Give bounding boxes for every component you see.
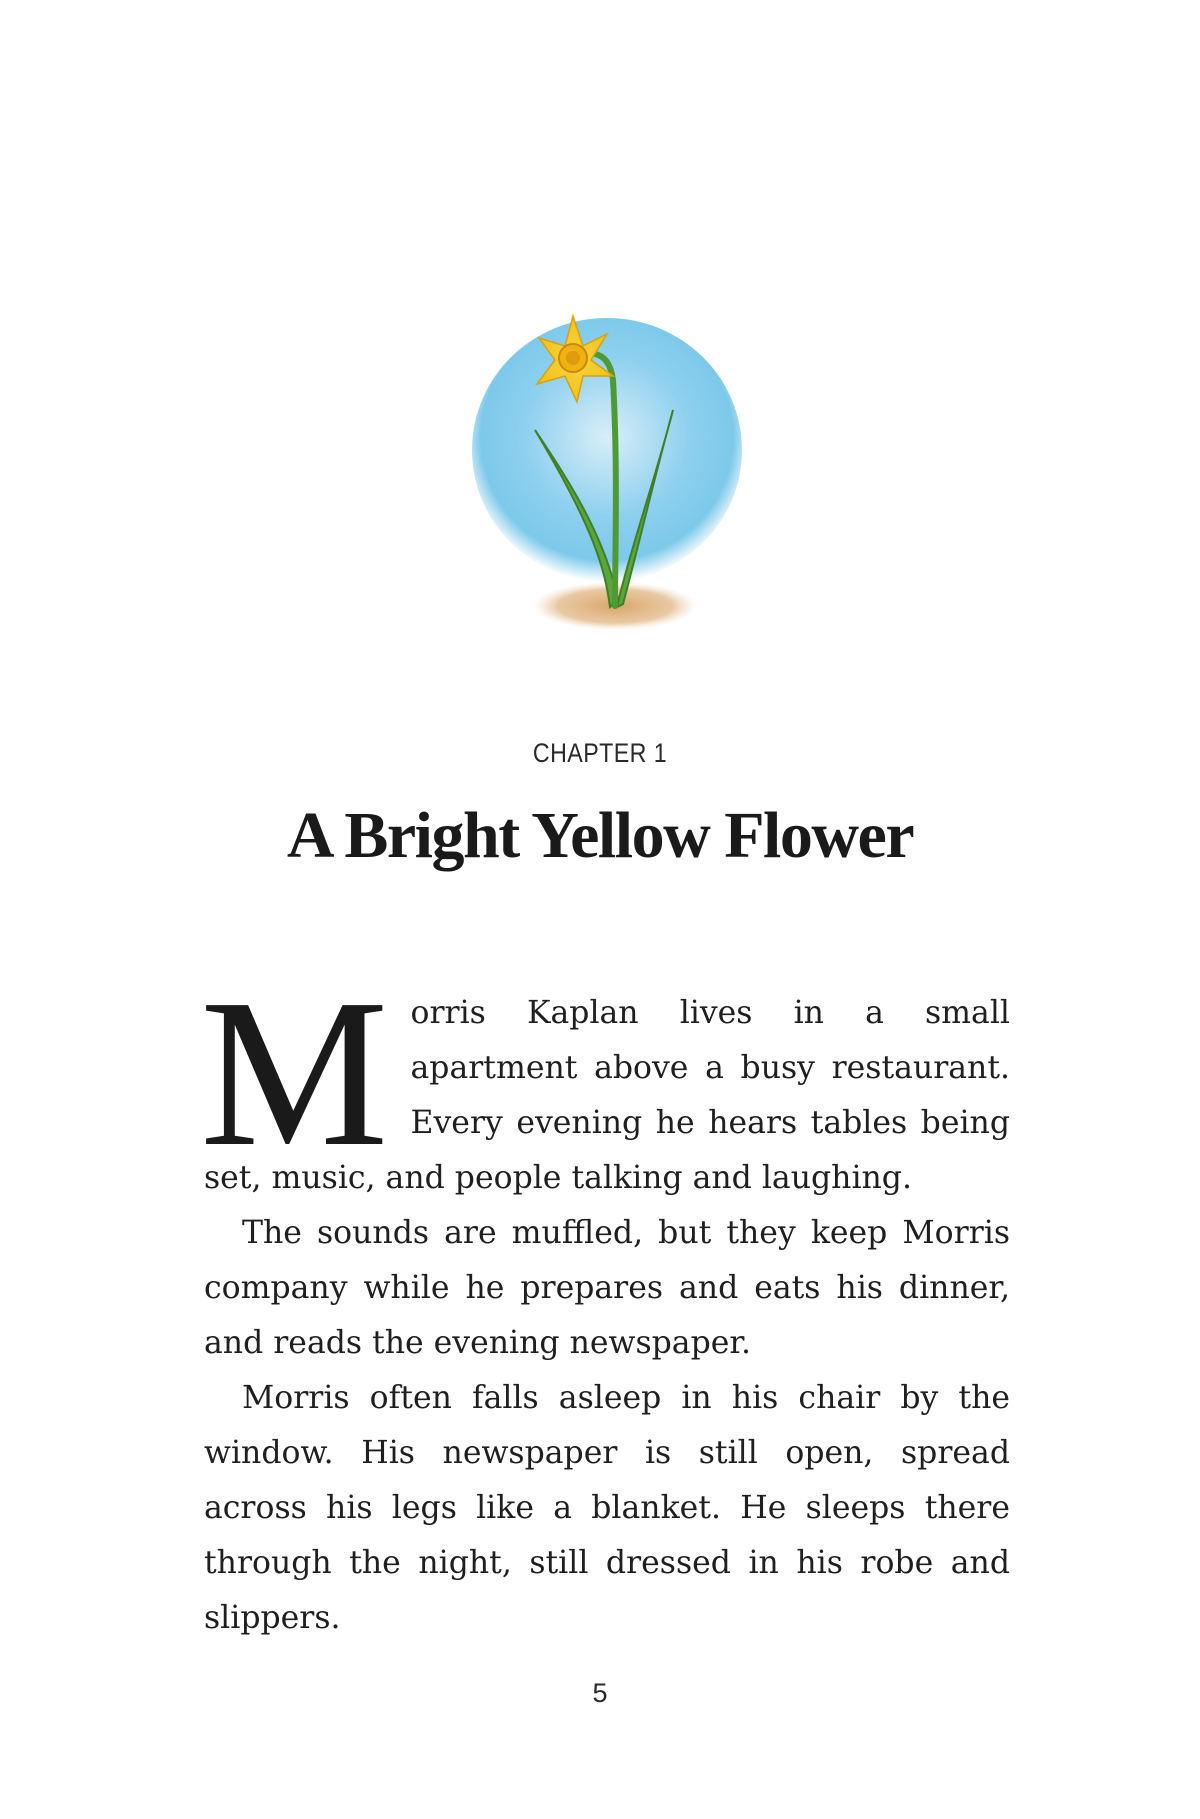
paragraph-text: orris Kaplan lives in a small apartment above a busy restaurant. Every evening he hears tables being set, music, and people talking and laughing. xyxy=(204,995,1010,1196)
paragraph: The sounds are muffled, but they keep Morris company while he prepares and eats his dinner, and reads the evening newspaper. xyxy=(204,1215,1010,1361)
paragraph: Morris often falls asleep in his chair by the window. His newspaper is still open, spread across his legs like a blanket. He sleeps there through the night, still dressed in his robe and slippers. xyxy=(204,1380,1010,1636)
chapter-title: A Bright Yellow Flower xyxy=(286,799,914,872)
drop-cap: M xyxy=(200,955,389,1190)
chapter-body xyxy=(200,955,1010,1646)
paragraph xyxy=(200,955,1010,1206)
chapter-label: CHAPTER 1 xyxy=(532,738,668,768)
daffodil-illustration xyxy=(455,300,755,660)
daffodil-icon xyxy=(455,300,755,660)
page-number: 5 xyxy=(592,1678,608,1708)
